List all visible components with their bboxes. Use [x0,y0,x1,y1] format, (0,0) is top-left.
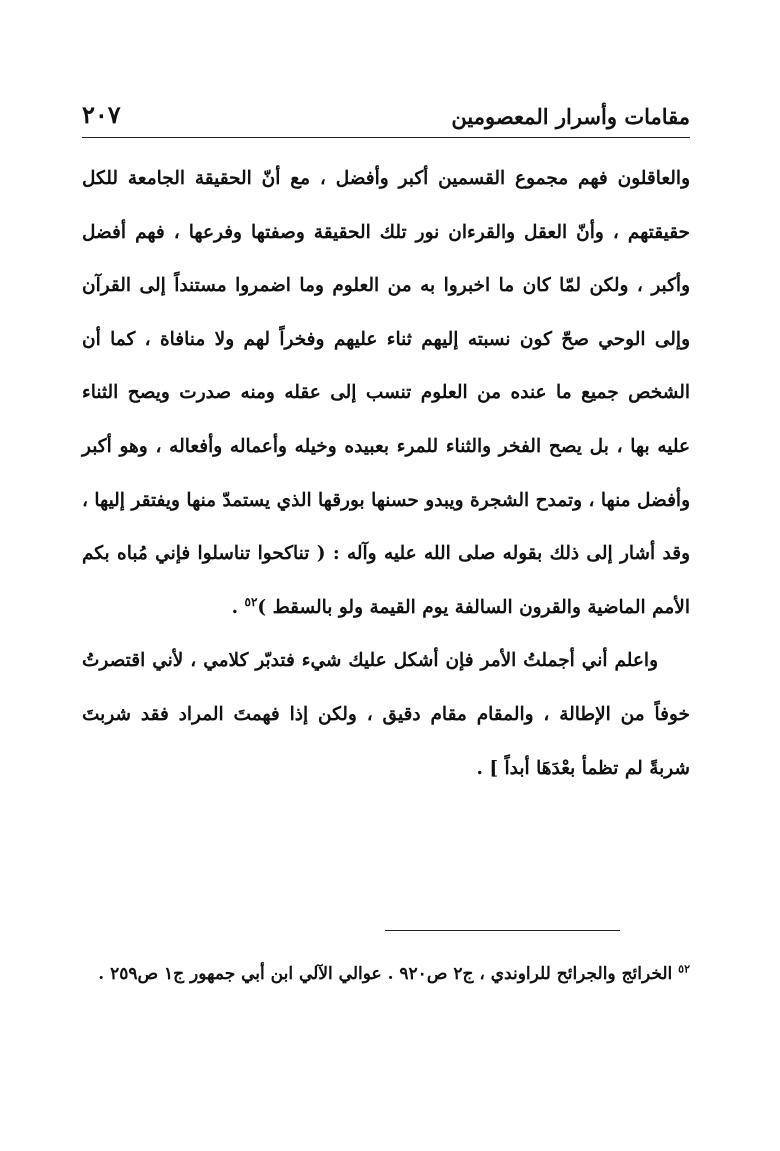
paragraph-1-end: . [231,596,245,618]
footnote-rule [385,930,620,931]
paragraph-1-text: والعاقلون فهم مجموع القسمين أكبر وأفضل ، مع أنّ الحقيقة الجامعة للكل حقيقتهم ، وأنّ العقل والقرءان نور تلك الحقيقة وصفتها وفرعها ، فهم أفضل وأكبر ، ولكن لمّا كان ما اخبروا به من العلوم وما اضمروا مستنداً إلى القرآن وإلى الوحي صحّ كون نسبته إليهم ثناء عليهم وفخراً لهم ولا منافاة ، كما أن الشخص جميع ما عنده من العلوم تنسب إلى عقله ومنه صدرت ويصح الثناء عليه بها ، بل يصح الفخر والثناء للمرء بعبيده وخيله وأعماله وأفعاله ، وهو أكبر وأفضل منها ، وتمدح الشجرة ويبدو حسنها بورقها الذي يستمدّ منها ويفتقر إليها ، وقد أشار إلى ذلك بقوله صلى الله عليه وآله : ( تناكحوا تناسلوا فإني مُباه بكم الأمم الماضية والقرون السالفة يوم القيمة ولو بالسقط ) [82,168,690,618]
running-head: مقامات وأسرار المعصومين [451,104,690,129]
paragraph-2: واعلم أني أجملتُ الأمر فإن أشكل عليك شيء فتدبّر كلامي ، لأني اقتصرتُ خوفاً من الإطالة ، والمقام مقام دقيق ، ولكن إذا فهمتَ المراد فقد شربتَ شربةً لم تظمأ بعْدَهَا أبداً ] . [82,650,690,779]
page-number: ٢٠٧ [82,100,121,129]
paragraph-1 [82,152,690,634]
header-rule [82,137,690,138]
footnote-reference: ٥٢ [244,594,258,609]
footnote-text: الخرائج والجرائح للراوندي ، ج٢ ص٩٢٠ . عوالي الآلي ابن أبي جمهور ج١ ص٢٥٩ . [98,964,679,984]
footnote [82,948,690,1000]
footnote-mark: ٥٢ [678,962,690,976]
page-header [82,96,690,136]
main-text [82,152,690,795]
